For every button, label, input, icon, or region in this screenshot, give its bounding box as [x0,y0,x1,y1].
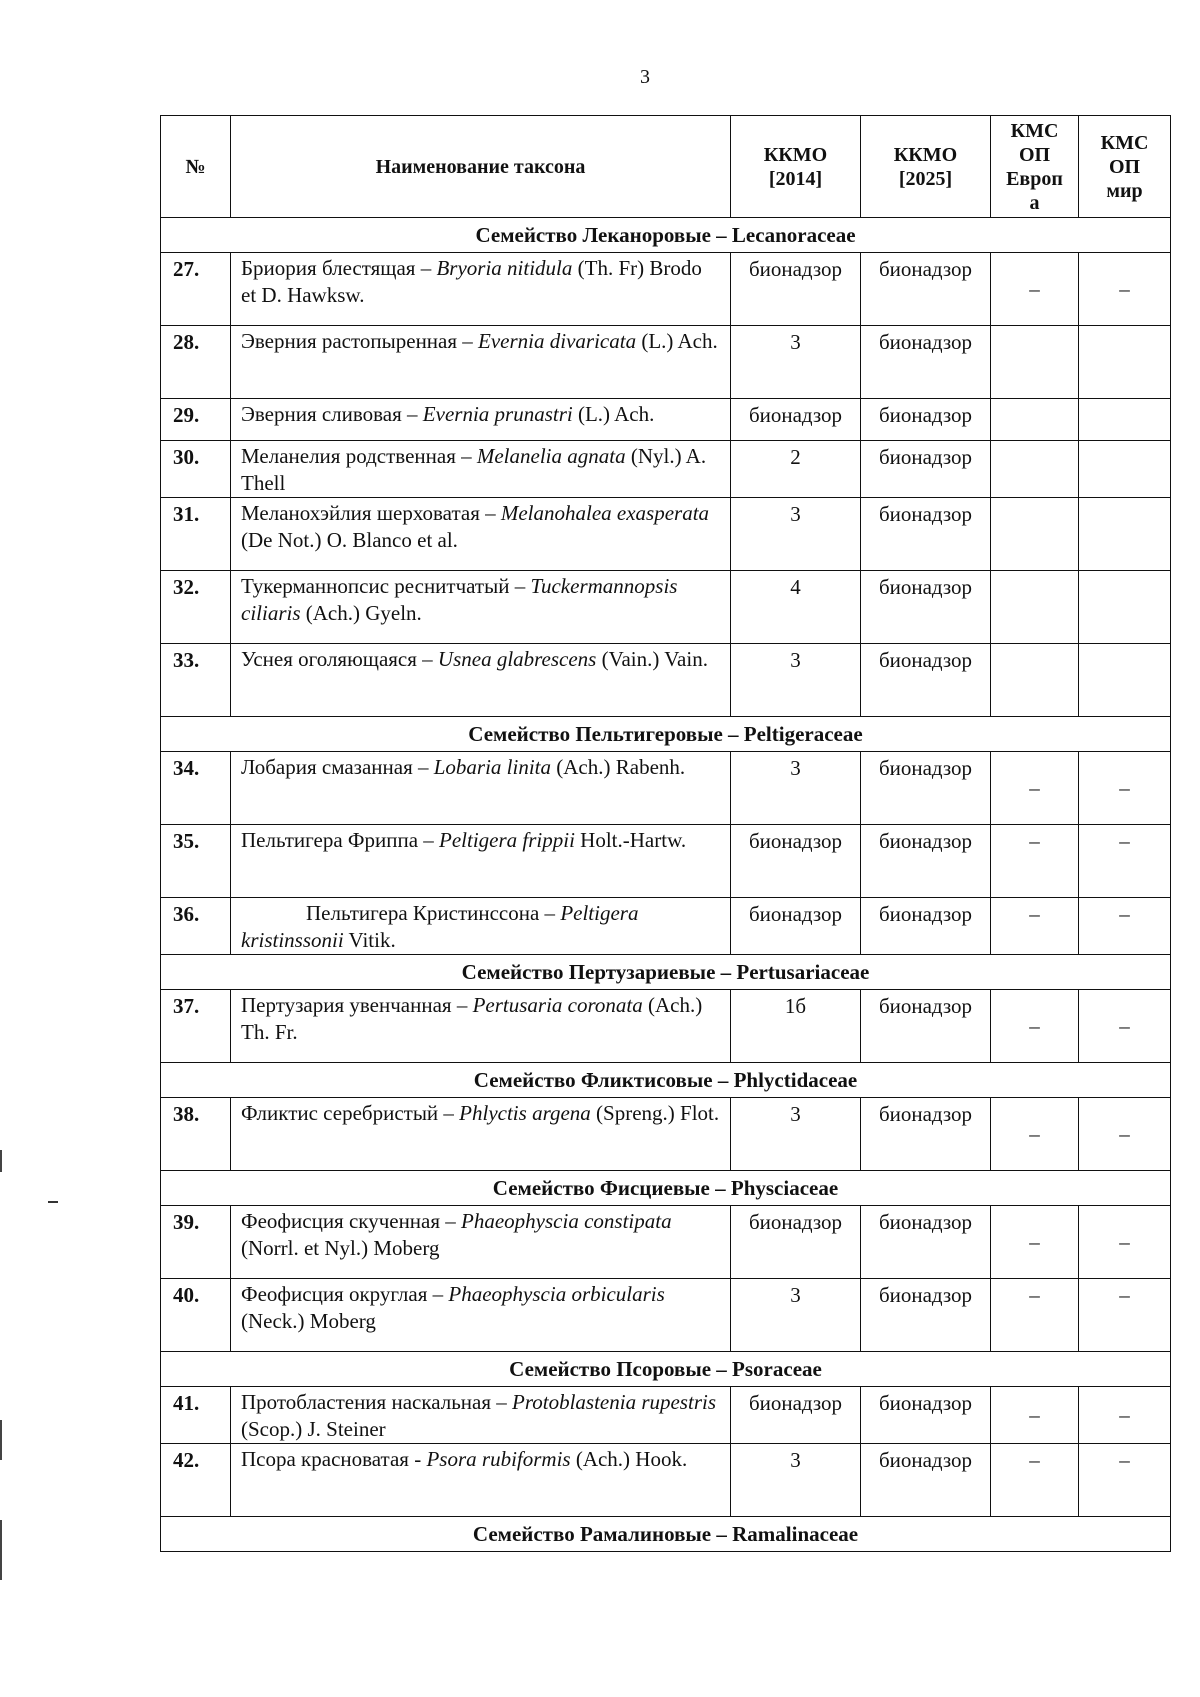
taxon-author: (Norrl. et Nyl.) Moberg [241,1236,440,1260]
taxon-latin-name: Protoblastenia rupestris [512,1390,716,1414]
taxon-name [231,253,731,326]
taxon-author: (Ach.) Rabenh. [551,755,686,779]
family-title: Семейство Пельтигеровые – Peltigeraceae [161,717,1171,752]
header-kms-world: КМС ОП мир [1079,116,1171,218]
row-number: 33. [161,644,231,717]
taxon-latin-name: Tuckermannopsis ciliaris [241,574,678,625]
taxon-russian-name: Фликтис серебристый – [241,1101,460,1125]
taxon-latin-name: Evernia prunastri [422,402,573,426]
row-number: 42. [161,1444,231,1517]
taxon-russian-name: Уснея оголяющаяся – [241,647,438,671]
status-kkmo-2014: бионадзор [731,898,861,955]
taxon-latin-name: Bryoria nitidula [436,256,573,280]
family-row [161,1352,1171,1387]
margin-dash [48,1201,58,1203]
taxon-author: (Scop.) J. Steiner [241,1417,386,1441]
row-number: 36. [161,898,231,955]
taxon-author: (Nyl.) A. Thell [241,444,707,495]
taxon-name [231,1098,731,1171]
status-kkmo-2014: бионадзор [731,253,861,326]
table-row [161,898,1171,955]
taxon-latin-name: Psora rubiformis [426,1447,571,1471]
status-kkmo-2014: 3 [731,1279,861,1352]
taxon-author: Vitik. [343,928,396,952]
status-kms-world: – [1079,990,1171,1063]
status-kkmo-2014: бионадзор [731,825,861,898]
status-kkmo-2025: бионадзор [861,1387,991,1444]
status-kkmo-2014: бионадзор [731,1387,861,1444]
status-kkmo-2025: бионадзор [861,441,991,498]
family-title: Семейство Леканоровые – Lecanoraceae [161,218,1171,253]
status-kkmo-2025: бионадзор [861,399,991,441]
status-kkmo-2025: бионадзор [861,326,991,399]
row-number: 27. [161,253,231,326]
header-taxon-name: Наименование таксона [231,116,731,218]
status-kms-world: – [1079,1387,1171,1444]
family-title: Семейство Рамалиновые – Ramalinaceae [161,1517,1171,1552]
status-kkmo-2025: бионадзор [861,1279,991,1352]
status-kms-europe [991,571,1079,644]
taxa-table-body [161,218,1171,1552]
taxon-latin-name: Lobaria linita [433,755,552,779]
taxon-latin-name: Melanelia agnata [476,444,626,468]
taxon-latin-name: Phlyctis argena [459,1101,591,1125]
table-row [161,1387,1171,1444]
status-kms-europe: – [991,1444,1079,1517]
taxon-russian-name: Пертузария увенчанная – [241,993,473,1017]
status-kkmo-2025: бионадзор [861,1098,991,1171]
row-number: 39. [161,1206,231,1279]
table-header-row [161,116,1171,218]
row-number: 35. [161,825,231,898]
status-kms-world: – [1079,752,1171,825]
table-row [161,990,1171,1063]
status-kkmo-2014: бионадзор [731,1206,861,1279]
row-number: 31. [161,498,231,571]
scan-edge-mark [0,1520,2,1580]
row-number: 28. [161,326,231,399]
status-kkmo-2014: 3 [731,752,861,825]
table-row [161,1206,1171,1279]
family-row [161,1063,1171,1098]
status-kkmo-2025: бионадзор [861,1206,991,1279]
table-row [161,1444,1171,1517]
taxon-russian-name: Эверния сливовая – [241,402,423,426]
taxon-russian-name: Лобария смазанная – [241,755,434,779]
status-kms-world: – [1079,253,1171,326]
status-kkmo-2025: бионадзор [861,990,991,1063]
taxon-russian-name: Пельтигера Фриппа – [241,828,440,852]
taxon-latin-name: Peltigera kristinssonii [241,901,639,952]
taxon-name [231,571,731,644]
taxon-author: (L.) Ach. [572,402,655,426]
taxon-russian-name: Пельтигера Кристинссона – [306,901,561,925]
status-kkmo-2025: бионадзор [861,571,991,644]
taxon-name [231,326,731,399]
status-kms-europe [991,498,1079,571]
taxon-latin-name: Peltigera frippii [439,828,575,852]
family-title: Семейство Фисциевые – Physciaceae [161,1171,1171,1206]
row-number: 38. [161,1098,231,1171]
row-number: 34. [161,752,231,825]
taxon-name [231,898,731,955]
taxon-name [231,1279,731,1352]
header-num: № [161,116,231,218]
status-kkmo-2025: бионадзор [861,498,991,571]
taxon-name [231,1444,731,1517]
taxon-name [231,399,731,441]
table-row [161,825,1171,898]
family-row [161,955,1171,990]
family-row [161,218,1171,253]
taxa-table [160,115,1171,1552]
table-row [161,399,1171,441]
taxon-author: (De Not.) O. Blanco et al. [241,528,458,552]
status-kms-europe: – [991,898,1079,955]
taxon-author: (Ach.) Gyeln. [300,601,422,625]
status-kms-world: – [1079,1444,1171,1517]
table-row [161,1279,1171,1352]
header-kkmo-2025: ККМО [2025] [861,116,991,218]
status-kms-europe: – [991,1279,1079,1352]
taxon-latin-name: Pertusaria coronata [472,993,643,1017]
row-number: 40. [161,1279,231,1352]
taxon-russian-name: Бриория блестящая – [241,256,437,280]
status-kms-world: – [1079,825,1171,898]
taxon-russian-name: Псора красноватая - [241,1447,427,1471]
taxon-name [231,1387,731,1444]
status-kms-europe [991,441,1079,498]
status-kms-world [1079,498,1171,571]
status-kms-world [1079,571,1171,644]
taxon-name [231,644,731,717]
row-number: 30. [161,441,231,498]
taxon-latin-name: Phaeophyscia orbicularis [448,1282,665,1306]
status-kkmo-2014: 3 [731,498,861,571]
taxon-name [231,990,731,1063]
taxon-author: (Spreng.) Flot. [590,1101,720,1125]
taxon-name [231,498,731,571]
taxon-name [231,825,731,898]
status-kms-europe: – [991,752,1079,825]
status-kms-world [1079,326,1171,399]
status-kms-world: – [1079,1098,1171,1171]
table-row [161,441,1171,498]
taxon-name [231,1206,731,1279]
taxon-latin-name: Melanohalea exasperata [500,501,710,525]
status-kms-world [1079,644,1171,717]
taxon-author: (Vain.) Vain. [596,647,708,671]
family-title: Семейство Пертузариевые – Pertusariaceae [161,955,1171,990]
table-row [161,253,1171,326]
status-kkmo-2014: 3 [731,326,861,399]
table-row [161,752,1171,825]
row-number: 32. [161,571,231,644]
row-number: 41. [161,1387,231,1444]
taxon-latin-name: Usnea glabrescens [437,647,597,671]
table-row [161,498,1171,571]
status-kkmo-2025: бионадзор [861,644,991,717]
taxon-russian-name: Феофисция округлая – [241,1282,449,1306]
status-kkmo-2014: 3 [731,644,861,717]
taxon-russian-name: Феофисция скученная – [241,1209,462,1233]
taxon-author: (L.) Ach. [636,329,718,353]
status-kkmo-2025: бионадзор [861,752,991,825]
taxon-russian-name: Эверния растопыренная – [241,329,479,353]
taxon-name [231,441,731,498]
family-title: Семейство Фликтисовые – Phlyctidaceae [161,1063,1171,1098]
header-kkmo-2014: ККМО [2014] [731,116,861,218]
taxon-author: (Ach.) Th. Fr. [241,993,703,1044]
status-kms-europe: – [991,1206,1079,1279]
family-title: Семейство Псоровые – Psoraceae [161,1352,1171,1387]
status-kkmo-2025: бионадзор [861,1444,991,1517]
status-kms-world: – [1079,898,1171,955]
status-kms-world: – [1079,1206,1171,1279]
status-kkmo-2014: 3 [731,1444,861,1517]
status-kms-europe [991,326,1079,399]
status-kms-europe: – [991,253,1079,326]
taxon-russian-name: Меланелия родственная – [241,444,477,468]
taxon-name [231,752,731,825]
status-kkmo-2014: 3 [731,1098,861,1171]
taxon-latin-name: Phaeophyscia constipata [461,1209,672,1233]
row-number: 37. [161,990,231,1063]
table-row [161,644,1171,717]
header-kms-europe: КМС ОП Европ а [991,116,1079,218]
table-row [161,1098,1171,1171]
row-number: 29. [161,399,231,441]
status-kkmo-2014: 2 [731,441,861,498]
table-row [161,326,1171,399]
status-kms-world: – [1079,1279,1171,1352]
status-kkmo-2025: бионадзор [861,898,991,955]
status-kms-europe: – [991,1098,1079,1171]
status-kms-world [1079,441,1171,498]
page-number: 3 [640,66,650,88]
taxon-author: (Ach.) Hook. [570,1447,688,1471]
family-row [161,1517,1171,1552]
taxon-russian-name: Протобластения наскальная – [241,1390,513,1414]
status-kkmo-2014: бионадзор [731,399,861,441]
status-kms-world [1079,399,1171,441]
status-kkmo-2014: 1б [731,990,861,1063]
status-kms-europe: – [991,1387,1079,1444]
table-row [161,571,1171,644]
taxon-author: Holt.-Hartw. [574,828,687,852]
status-kms-europe: – [991,825,1079,898]
family-row [161,1171,1171,1206]
status-kkmo-2025: бионадзор [861,825,991,898]
taxon-latin-name: Evernia divaricata [478,329,637,353]
taxon-russian-name: Меланохэйлия шерховатая – [241,501,501,525]
status-kms-europe [991,399,1079,441]
taxon-author: (Th. Fr) Brodo et D. Hawksw. [241,256,702,307]
scan-edge-mark [0,1420,2,1460]
taxon-author: (Neck.) Moberg [241,1309,376,1333]
taxon-russian-name: Тукерманнопсис реснитчатый – [241,574,531,598]
family-row [161,717,1171,752]
scan-edge-mark [0,1150,2,1172]
status-kkmo-2025: бионадзор [861,253,991,326]
status-kms-europe: – [991,990,1079,1063]
status-kkmo-2014: 4 [731,571,861,644]
status-kms-europe [991,644,1079,717]
